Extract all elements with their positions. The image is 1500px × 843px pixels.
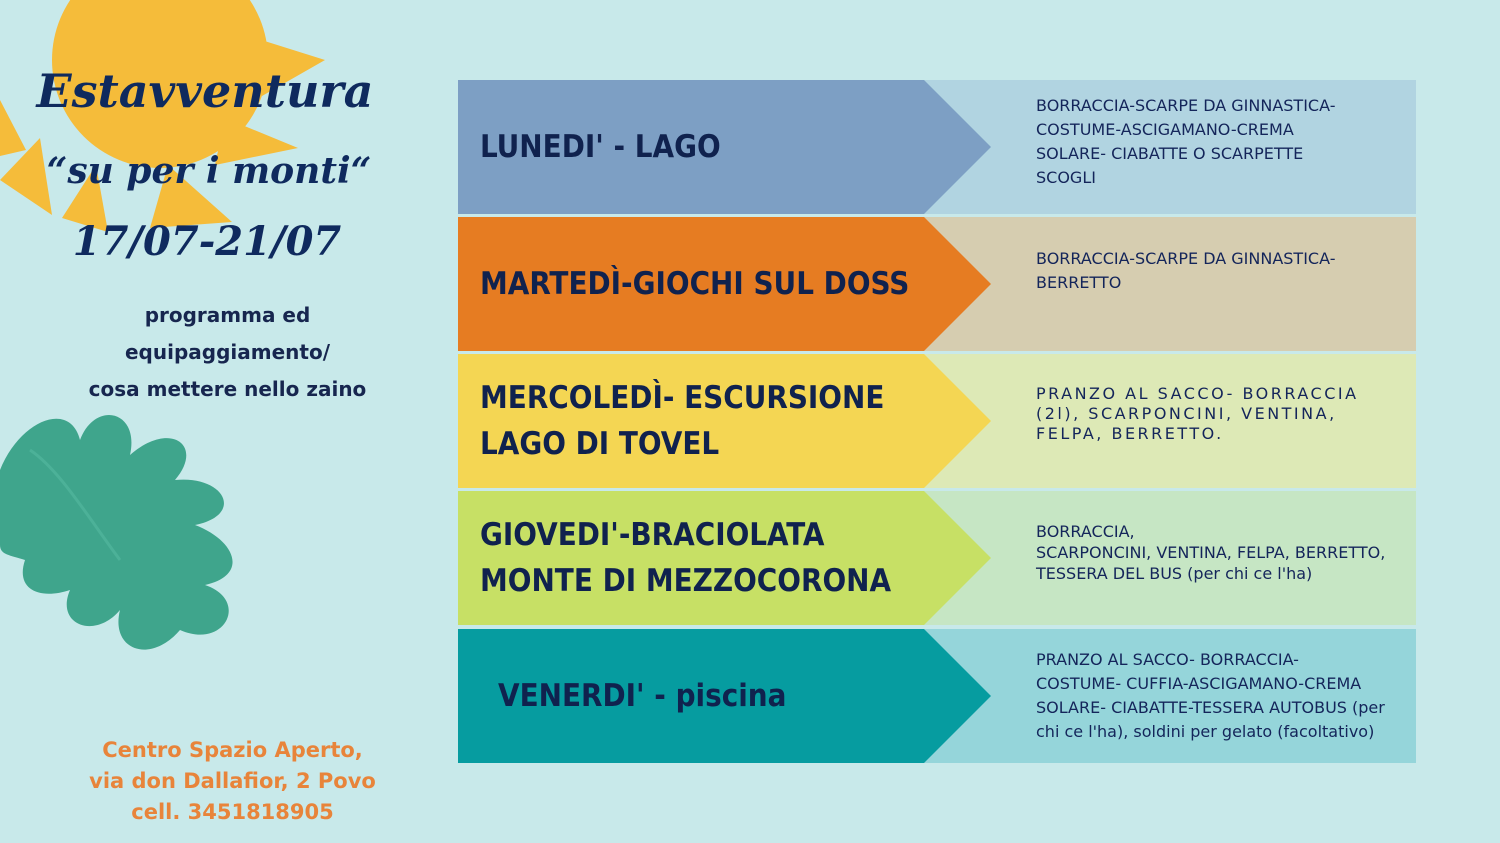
item-line: COSTUME-ASCIGAMANO-CREMA — [1036, 120, 1294, 139]
intro-line: programma ed — [144, 303, 311, 327]
item-line: BERRETTO — [1036, 273, 1122, 292]
item-line: BORRACCIA-SCARPE DA GINNASTICA- — [1036, 249, 1336, 268]
address-line: cell. 3451818905 — [131, 800, 334, 824]
day-label — [480, 491, 960, 625]
item-line: SCARPONCINI, VENTINA, FELPA, BERRETTO, — [1036, 543, 1386, 562]
item-line: SOLARE- CIABATTE-TESSERA AUTOBUS (per — [1036, 698, 1385, 717]
item-line: COSTUME- CUFFIA-ASCIGAMANO-CREMA — [1036, 674, 1362, 693]
item-line: SOLARE- CIABATTE O SCARPETTE — [1036, 144, 1304, 163]
day-label-line: MONTE DI MEZZOCORONA — [480, 563, 892, 599]
item-line: FELPA, BERRETTO. — [1036, 424, 1224, 443]
item-line: PRANZO AL SACCO- BORRACCIA- — [1036, 650, 1299, 669]
title: Estavventura — [36, 64, 374, 118]
item-line: (2l), SCARPONCINI, VENTINA, — [1036, 404, 1337, 423]
items-list — [1036, 521, 1411, 584]
dates: 17/07-21/07 — [72, 218, 342, 265]
item-line: chi ce l'ha), soldini per gelato (facoltativo) — [1036, 722, 1375, 741]
item-line: SCOGLI — [1036, 168, 1096, 187]
item-line: BORRACCIA-SCARPE DA GINNASTICA- — [1036, 96, 1336, 115]
day-label-line: MARTEDÌ-GIOCHI SUL DOSS — [480, 266, 910, 302]
item-line: BORRACCIA, — [1036, 522, 1135, 541]
day-label-line: LUNEDI' - LAGO — [480, 129, 721, 165]
day-label-line: LAGO DI TOVEL — [480, 426, 720, 462]
intro-line: equipaggiamento/ — [124, 340, 331, 364]
day-row — [458, 80, 1416, 214]
day-label-line: VENERDI' - piscina — [498, 678, 787, 714]
day-label — [480, 354, 960, 488]
day-label — [480, 217, 960, 351]
leaf-icon — [0, 415, 233, 650]
day-label — [480, 80, 960, 214]
item-line: PRANZO AL SACCO- BORRACCIA — [1036, 384, 1359, 403]
day-label-line: GIOVEDI'-BRACIOLATA — [480, 517, 825, 553]
day-label-line: MERCOLEDÌ- ESCURSIONE — [480, 380, 885, 416]
day-row — [458, 354, 1416, 488]
items-list — [1036, 247, 1406, 295]
day-row — [458, 491, 1416, 625]
address-line: Centro Spazio Aperto, — [102, 738, 363, 762]
day-row — [458, 629, 1416, 763]
day-row — [458, 217, 1416, 351]
subtitle: “su per i monti“ — [46, 150, 372, 192]
items-list — [1036, 94, 1406, 190]
day-label — [498, 629, 978, 763]
address-line: via don Dallafior, 2 Povo — [89, 769, 376, 793]
item-line: TESSERA DEL BUS (per chi ce l'ha) — [1036, 564, 1313, 583]
items-list — [1036, 648, 1411, 744]
intro-line: cosa mettere nello zaino — [88, 377, 367, 401]
items-list — [1036, 384, 1406, 444]
